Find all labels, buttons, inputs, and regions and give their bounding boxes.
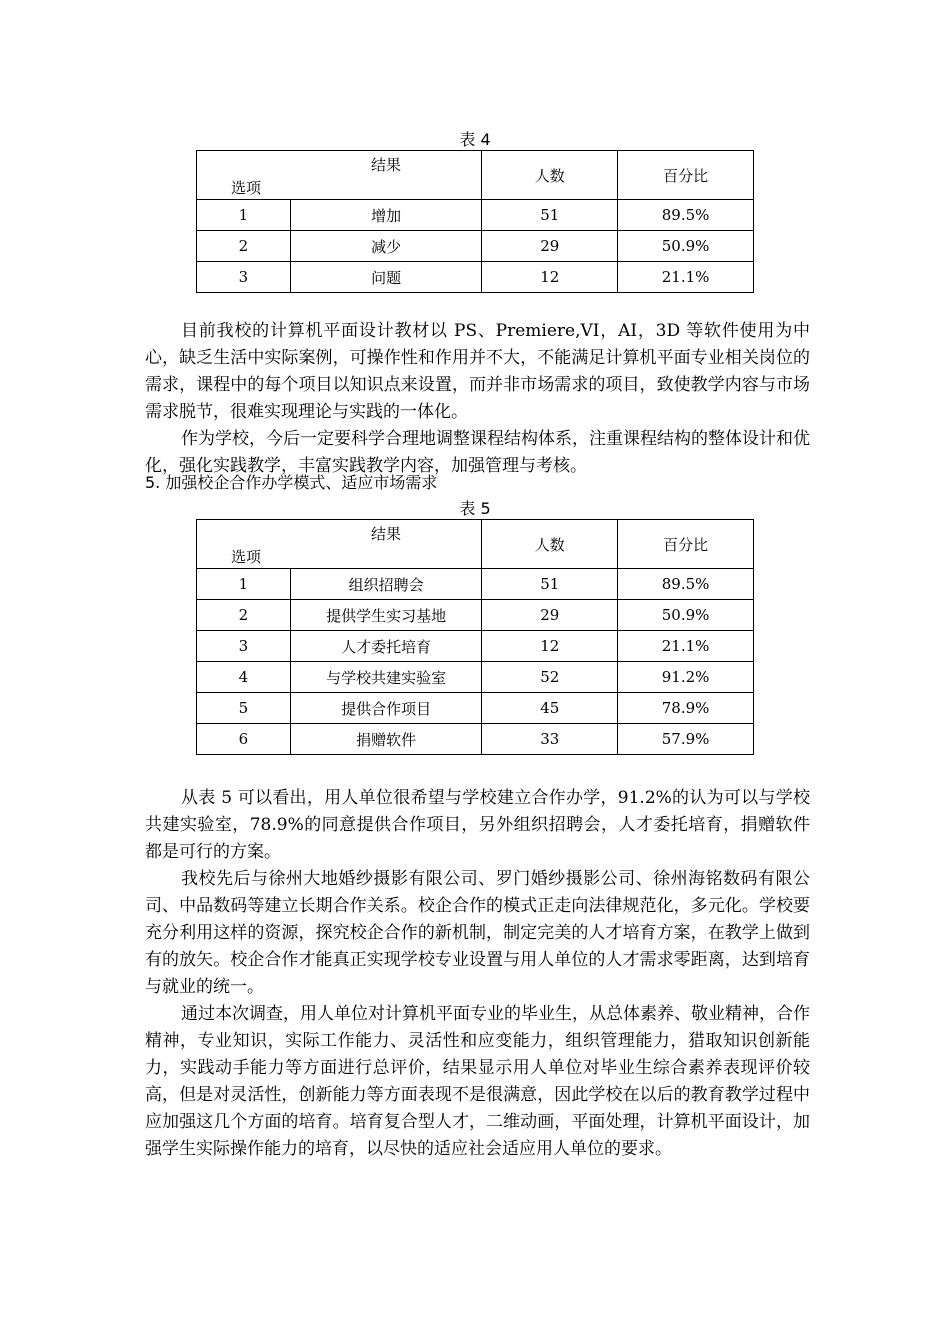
row-item: 组织招聘会: [290, 569, 482, 600]
header-count: 人数: [482, 520, 618, 569]
header-result-label: 结果: [371, 525, 402, 543]
row-count: 45: [482, 693, 618, 724]
row-count: 12: [482, 262, 618, 293]
row-item: 减少: [290, 231, 482, 262]
row-count: 52: [482, 662, 618, 693]
table-row: [197, 662, 754, 693]
row-number: 5: [197, 693, 291, 724]
section-heading: 5. 加强校企合作办学模式、适应市场需求: [145, 473, 438, 492]
row-count: 51: [482, 200, 618, 231]
row-number: 1: [197, 200, 291, 231]
row-percent: 89.5%: [618, 200, 754, 231]
paragraph-analysis: 从表 5 可以看出，用人单位很希望与学校建立合作办学，91.2%的认为可以与学校共建实验室，78.9%的同意提供合作项目，另外组织招聘会，人才委托培育，捐赠软件都是可行的方案。: [145, 788, 810, 862]
row-number: 6: [197, 724, 291, 755]
table5-caption: 表 5: [459, 499, 491, 518]
header-option-label: 选项: [231, 179, 262, 197]
row-count: 12: [482, 631, 618, 662]
table5-corner-header: [197, 520, 482, 569]
row-number: 1: [197, 569, 291, 600]
header-percent: 百分比: [618, 151, 754, 200]
header-percent: 百分比: [618, 520, 754, 569]
row-percent: 21.1%: [618, 631, 754, 662]
table5: [196, 519, 754, 755]
row-number: 2: [197, 600, 291, 631]
paragraph-partners: 我校先后与徐州大地婚纱摄影有限公司、罗门婚纱摄影公司、徐州海铭数码有限公司、中品数码等建立长期合作关系。校企合作的模式正走向法律规范化，多元化。学校要充分利用这样的资源，探究校企合作的新机制，制定完美的人才培育方案，在教学上做到有的放矢。校企合作才能真正实现学校专业设置与用人单位的人才需求零距离，达到培育与就业的统一。: [145, 869, 810, 997]
header-count: 人数: [482, 151, 618, 200]
table-row: [197, 200, 754, 231]
table4-caption: 表 4: [459, 130, 491, 149]
paragraph-curriculum: 目前我校的计算机平面设计教材以 PS、Premiere,VI，AI，3D 等软件使用为中心，缺乏生活中实际案例，可操作性和作用并不大，不能满足计算机平面专业相关岗位的需求，课程中的每个项目以知识点来设置，而并非市场需求的项目，致使教学内容与市场需求脱节，很难实现理论与实践的一体化。: [145, 321, 810, 422]
row-percent: 50.9%: [618, 231, 754, 262]
paragraph-conclusion: 通过本次调查，用人单位对计算机平面专业的毕业生，从总体素养、敬业精神，合作精神，专业知识，实际工作能力、灵活性和应变能力，组织管理能力，猎取知识创新能力，实践动手能力等方面进行总评价，结果显示用人单位对毕业生综合素养表现评价较高，但是对灵活性，创新能力等方面表现不是很满意，因此学校在以后的教育教学过程中应加强这几个方面的培育。培育复合型人才，二维动画，平面处理，计算机平面设计，加强学生实际操作能力的培育，以尽快的适应社会适应用人单位的要求。: [145, 1004, 810, 1159]
table-row: [197, 631, 754, 662]
row-number: 3: [197, 262, 291, 293]
table4-corner-header: [197, 151, 482, 200]
header-result-label: 结果: [371, 156, 402, 174]
row-number: 2: [197, 231, 291, 262]
header-option-label: 选项: [231, 548, 262, 566]
table-row: [197, 262, 754, 293]
row-percent: 91.2%: [618, 662, 754, 693]
paragraph-adjustment: 作为学校，今后一定要科学合理地调整课程结构体系，注重课程结构的整体设计和优化，强化实践教学，丰富实践教学内容，加强管理与考核。: [145, 429, 810, 476]
table-row: [197, 600, 754, 631]
row-item: 与学校共建实验室: [290, 662, 482, 693]
row-item: 提供合作项目: [290, 693, 482, 724]
row-count: 51: [482, 569, 618, 600]
table-row: [197, 231, 754, 262]
row-percent: 78.9%: [618, 693, 754, 724]
table-row: [197, 569, 754, 600]
row-item: 人才委托培育: [290, 631, 482, 662]
table4-header-row: [197, 151, 754, 200]
row-percent: 50.9%: [618, 600, 754, 631]
row-item: 增加: [290, 200, 482, 231]
row-percent: 89.5%: [618, 569, 754, 600]
row-count: 29: [482, 600, 618, 631]
row-count: 33: [482, 724, 618, 755]
row-item: 问题: [290, 262, 482, 293]
row-number: 4: [197, 662, 291, 693]
table5-header-row: [197, 520, 754, 569]
row-item: 提供学生实习基地: [290, 600, 482, 631]
row-item: 捐赠软件: [290, 724, 482, 755]
body-section-1: [145, 318, 810, 480]
row-percent: 21.1%: [618, 262, 754, 293]
table-row: [197, 693, 754, 724]
row-count: 29: [482, 231, 618, 262]
table4: [196, 150, 754, 293]
row-number: 3: [197, 631, 291, 662]
table-row: [197, 724, 754, 755]
body-section-2: [145, 785, 810, 1163]
row-percent: 57.9%: [618, 724, 754, 755]
